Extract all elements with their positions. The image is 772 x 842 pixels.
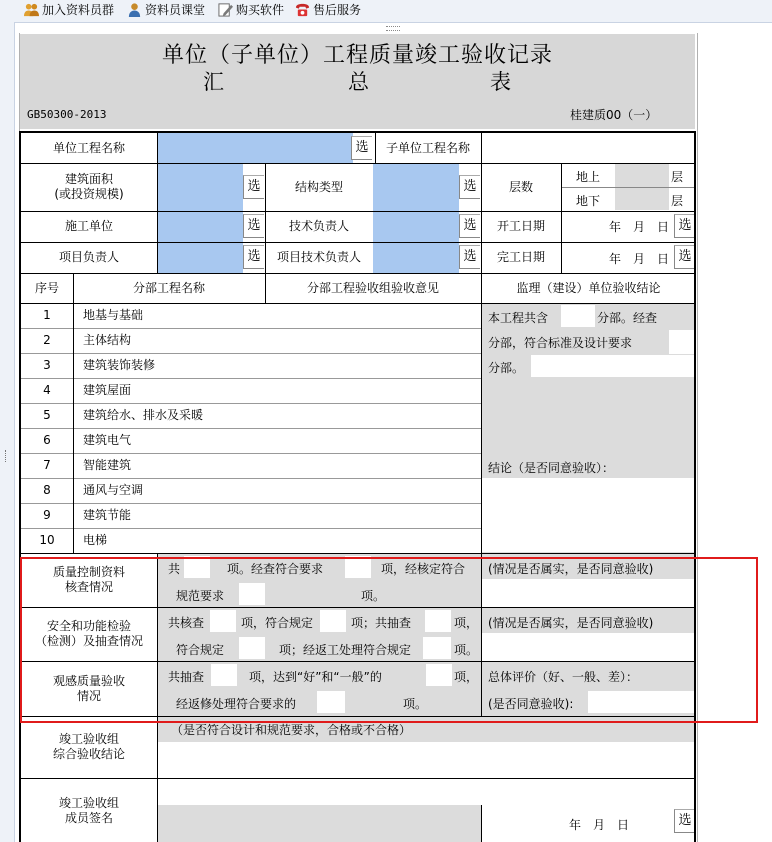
unit-project-name-field[interactable] xyxy=(157,133,353,163)
grid-line xyxy=(21,163,696,164)
members-label xyxy=(21,778,157,842)
col-name-header: 分部工程名称 xyxy=(132,280,205,295)
members-l1: 竣工验收组 xyxy=(58,796,119,810)
building-area-field[interactable] xyxy=(157,163,243,211)
project-leader-label: 项目负责人 xyxy=(58,250,119,264)
row-opinion-field[interactable] xyxy=(265,478,481,503)
row-name: 建筑装饰装修 xyxy=(83,358,156,372)
tech-leader-field[interactable] xyxy=(373,211,459,242)
finish-date-label: 完工日期 xyxy=(496,250,545,264)
quality-label-l1: 质量控制资料 xyxy=(52,565,125,579)
row-number: 8 xyxy=(43,483,51,497)
grid-line xyxy=(21,778,696,779)
grid-line xyxy=(21,303,696,304)
row-name: 通风与空调 xyxy=(83,483,144,497)
final-conclusion-hint: （是否符合设计和规范要求，合格或不合格） xyxy=(171,723,412,737)
quality-right: (情况是否属实，是否同意验收) xyxy=(488,562,654,576)
title-char-2: 总 xyxy=(348,70,369,94)
unit-project-name-label: 单位工程名称 xyxy=(52,140,125,155)
conclusion-verdict: 结论（是否同意验收）： xyxy=(488,461,615,475)
construction-unit-select[interactable]: 选 xyxy=(243,214,264,238)
final-conclusion-field[interactable] xyxy=(157,742,696,778)
row-name: 地基与基础 xyxy=(83,308,144,322)
tech-leader-select[interactable]: 选 xyxy=(459,214,480,238)
safety-t3: 项；共抽查 xyxy=(351,616,412,630)
appearance-t5: 项。 xyxy=(403,697,428,711)
splitter-grip[interactable] xyxy=(386,26,400,31)
safety-t5: 符合规定 xyxy=(176,643,225,657)
title-char-3: 表 xyxy=(490,70,511,94)
document-title: 单位（子单位）工程质量竣工验收记录 xyxy=(161,43,553,68)
final-conclusion-l1: 竣工验收组 xyxy=(58,732,119,746)
grid-line xyxy=(21,553,696,554)
row-opinion-field[interactable] xyxy=(265,328,481,353)
structure-type-field[interactable] xyxy=(373,163,459,211)
row-opinion-field[interactable] xyxy=(265,378,481,403)
row-name: 建筑屋面 xyxy=(83,383,132,397)
safety-label-l2: （检测）及抽查情况 xyxy=(34,634,143,648)
grid-line xyxy=(481,805,482,842)
row-number: 4 xyxy=(43,383,51,397)
row-opinion-field[interactable] xyxy=(265,528,481,553)
toolbar-label: 购买软件 xyxy=(236,3,285,17)
quality-t3: 项，经核定符合 xyxy=(381,562,466,576)
appearance-right1: 总体评价（好、一般、差）： xyxy=(488,670,639,684)
row-number: 5 xyxy=(43,408,51,422)
row-opinion-field[interactable] xyxy=(265,403,481,428)
row-number: 6 xyxy=(43,433,51,447)
grid-line xyxy=(375,133,376,163)
row-number: 9 xyxy=(43,508,51,522)
final-conclusion-label xyxy=(21,716,157,778)
safety-t6: 项；经返工处理符合规定 xyxy=(279,643,412,657)
row-number: 7 xyxy=(43,458,51,472)
members-date-select[interactable]: 选 xyxy=(674,809,695,833)
telephone-icon xyxy=(295,2,310,17)
final-conclusion-l2: 综合验收结论 xyxy=(52,747,125,761)
grid-line xyxy=(21,211,696,212)
appearance-label-l2: 情况 xyxy=(76,688,101,703)
quality-t1: 共 xyxy=(168,562,181,576)
start-date-select[interactable]: 选 xyxy=(674,214,695,238)
grid-line xyxy=(73,273,74,553)
safety-t4: 项， xyxy=(454,616,479,630)
acceptance-form xyxy=(19,131,696,842)
members-l2: 成员签名 xyxy=(64,811,113,825)
above-ground-label: 地上 xyxy=(576,170,601,184)
conclusion-text-d: 分部。 xyxy=(488,361,525,375)
above-ground-field[interactable] xyxy=(615,164,669,187)
sub-unit-project-name-field[interactable] xyxy=(481,133,696,163)
floor-unit-above: 层 xyxy=(671,170,684,184)
row-opinion-field[interactable] xyxy=(265,503,481,528)
row-opinion-field[interactable] xyxy=(265,428,481,453)
start-date-label: 开工日期 xyxy=(496,219,545,233)
quality-t4: 规范要求 xyxy=(176,589,225,603)
conclusion-text-a: 本工程共含 xyxy=(488,311,549,325)
appearance-t1: 共抽查 xyxy=(168,670,205,684)
floor-unit-below: 层 xyxy=(671,194,684,208)
project-tech-leader-select[interactable]: 选 xyxy=(459,245,480,269)
members-date[interactable]: 年 月 日 xyxy=(569,818,630,832)
row-name: 电梯 xyxy=(83,533,108,547)
conclusion-checked-field[interactable] xyxy=(669,330,695,354)
row-name: 建筑节能 xyxy=(83,508,132,522)
top-toolbar xyxy=(0,0,772,23)
members-field[interactable] xyxy=(157,778,696,805)
below-ground-field[interactable] xyxy=(615,188,669,210)
appearance-label-l1: 观感质量验收 xyxy=(52,673,125,688)
left-splitter[interactable] xyxy=(0,22,15,842)
standard-code: GB50300-2013 xyxy=(27,108,107,121)
appearance-right2: (是否同意验收): xyxy=(488,697,574,711)
conclusion-verdict-field[interactable] xyxy=(482,478,696,552)
toolbar-label: 售后服务 xyxy=(313,3,362,17)
floors-label: 层数 xyxy=(508,179,533,194)
toolbar-join-group[interactable] xyxy=(24,2,114,19)
safety-t2: 项，符合规定 xyxy=(241,616,314,630)
building-area-label xyxy=(21,163,157,211)
project-leader-select[interactable]: 选 xyxy=(243,245,264,269)
highlight-box xyxy=(20,557,758,723)
col-no-header: 序号 xyxy=(34,280,59,295)
grid-line xyxy=(157,133,158,273)
unit-project-name-select[interactable]: 选 xyxy=(351,136,372,160)
form-code: 桂建质00（一） xyxy=(570,108,658,122)
construction-unit-field[interactable] xyxy=(157,211,243,242)
grid-line xyxy=(561,187,696,188)
building-area-sub-text: (或投资规模) xyxy=(54,187,124,201)
project-tech-leader-label: 项目技术负责人 xyxy=(276,250,361,264)
row-number: 2 xyxy=(43,333,51,347)
group-icon xyxy=(24,2,39,17)
toolbar-after-sales[interactable] xyxy=(295,2,361,19)
row-number: 1 xyxy=(43,308,51,322)
project-tech-leader-field[interactable] xyxy=(373,242,459,273)
grid-line xyxy=(265,163,266,303)
toolbar-class[interactable] xyxy=(127,2,205,19)
grid-line xyxy=(21,242,696,243)
finish-date-select[interactable]: 选 xyxy=(674,245,695,269)
structure-type-select[interactable]: 选 xyxy=(459,175,480,199)
safety-label-l1: 安全和功能检验 xyxy=(46,619,131,633)
row-name: 智能建筑 xyxy=(83,458,132,472)
safety-right: (情况是否属实，是否同意验收) xyxy=(488,616,654,630)
row-opinion-field[interactable] xyxy=(265,353,481,378)
building-area-text: 建筑面积 xyxy=(64,172,113,186)
start-date-value[interactable]: 年 月 日 xyxy=(609,220,670,234)
conclusion-pass-field[interactable] xyxy=(531,355,695,377)
structure-type-label: 结构类型 xyxy=(294,179,343,194)
pen-icon xyxy=(218,2,233,17)
toolbar-label: 加入资料员群 xyxy=(42,3,115,17)
row-name: 建筑电气 xyxy=(83,433,132,447)
grid-line xyxy=(561,163,562,273)
safety-t1: 共核查 xyxy=(168,616,205,630)
quality-t2: 项。经查符合要求 xyxy=(227,562,324,576)
conclusion-text-c: 分部，符合标准及设计要求 xyxy=(488,336,633,350)
appearance-t2: 项，达到“好”和“一般”的 xyxy=(249,670,382,684)
row-opinion-field[interactable] xyxy=(265,303,481,328)
project-leader-field[interactable] xyxy=(157,242,243,273)
row-name: 主体结构 xyxy=(83,333,132,347)
col-opinion-header: 分部工程验收组验收意见 xyxy=(306,280,439,295)
grid-line xyxy=(21,273,696,274)
toolbar-buy-software[interactable] xyxy=(218,2,284,19)
appearance-t3: 项， xyxy=(454,670,479,684)
quality-label-l2: 核查情况 xyxy=(64,580,113,594)
person-icon xyxy=(127,2,142,17)
finish-date-value[interactable]: 年 月 日 xyxy=(609,252,670,266)
sub-unit-project-name-label: 子单位工程名称 xyxy=(385,140,470,155)
row-number: 3 xyxy=(43,358,51,372)
appearance-t4: 经返修处理符合要求的 xyxy=(176,697,297,711)
row-name: 建筑给水、排水及采暖 xyxy=(83,408,204,422)
building-area-select[interactable]: 选 xyxy=(243,175,264,199)
construction-unit-label: 施工单位 xyxy=(64,219,113,233)
safety-t7: 项。 xyxy=(454,643,479,657)
toolbar-label: 资料员课堂 xyxy=(145,3,206,17)
row-number: 10 xyxy=(39,533,55,547)
title-char-1: 汇 xyxy=(203,70,224,94)
row-opinion-field[interactable] xyxy=(265,453,481,478)
tech-leader-label: 技术负责人 xyxy=(288,219,349,233)
quality-t5: 项。 xyxy=(361,589,386,603)
below-ground-label: 地下 xyxy=(576,194,601,208)
conclusion-text-b: 分部。经查 xyxy=(597,311,658,325)
col-conclusion-header: 监理（建设）单位验收结论 xyxy=(516,280,661,295)
conclusion-total-field[interactable] xyxy=(561,305,595,327)
